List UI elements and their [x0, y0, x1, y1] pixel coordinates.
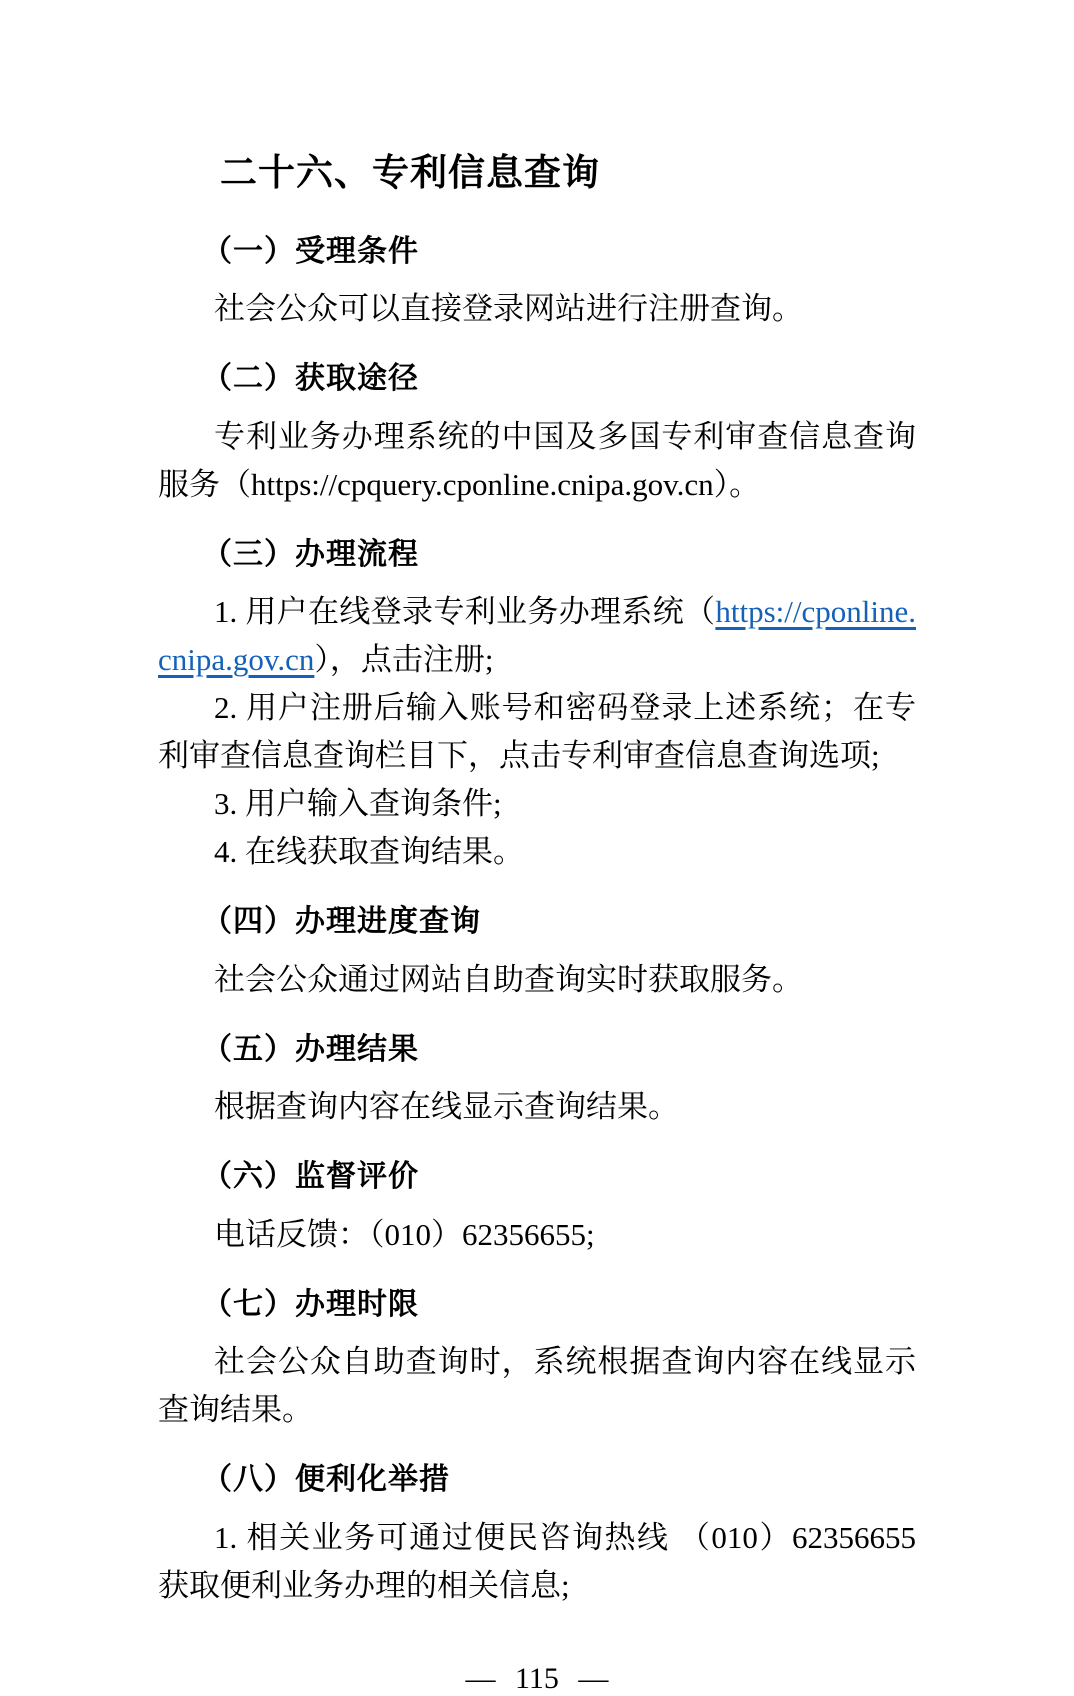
section-heading-supervision: （六）监督评价 [202, 1160, 419, 1194]
paragraph: 社会公众可以直接登录网站进行注册查询。 [214, 291, 803, 327]
paragraph-text: 1. 用户在线登录专利业务办理系统（ [214, 594, 716, 630]
paragraph-phone-feedback: 电话反馈：（010）62356655; [214, 1216, 595, 1252]
paragraph: 根据查询内容在线显示查询结果。 [214, 1089, 679, 1125]
section-heading-convenience-measures: （八）便利化举措 [202, 1463, 450, 1497]
section-heading-access-channel: （二）获取途径 [202, 362, 419, 396]
section-heading-acceptance-conditions: （一）受理条件 [202, 234, 419, 268]
section-heading-result: （五）办理结果 [202, 1032, 419, 1066]
section-heading-time-limit: （七）办理时限 [202, 1287, 419, 1321]
paragraph-step-1 [158, 588, 916, 684]
paragraph: 社会公众自助查询时，系统根据查询内容在线显示查询结果。 [158, 1344, 916, 1428]
page-title: 二十六、专利信息查询 [220, 152, 600, 193]
paragraph: 专利业务办理系统的中国及多国专利审查信息查询服务（https://cpquery.cponline.cnipa.gov.cn）。 [158, 418, 916, 502]
section-heading-progress-query: （四）办理进度查询 [202, 905, 481, 939]
section-heading-process-flow: （三）办理流程 [202, 537, 419, 571]
cponline-link[interactable]: https://cponline.cnipa.gov.cn [158, 594, 916, 678]
paragraph-step-3: 3. 用户输入查询条件; [214, 786, 502, 822]
paragraph-text: ），点击注册; [314, 642, 494, 678]
page-number: — 115 — [465, 1661, 609, 1695]
paragraph-step-2: 2. 用户注册后输入账号和密码登录上述系统；在专利审查信息查询栏目下，点击专利审查信息查询选项; [158, 690, 916, 774]
paragraph-step-4: 4. 在线获取查询结果。 [214, 834, 524, 870]
paragraph: 社会公众通过网站自助查询实时获取服务。 [214, 961, 803, 997]
paragraph-hotline: 1. 相关业务可通过便民咨询热线 （010）62356655 获取便利业务办理的相关信息; [158, 1519, 916, 1603]
